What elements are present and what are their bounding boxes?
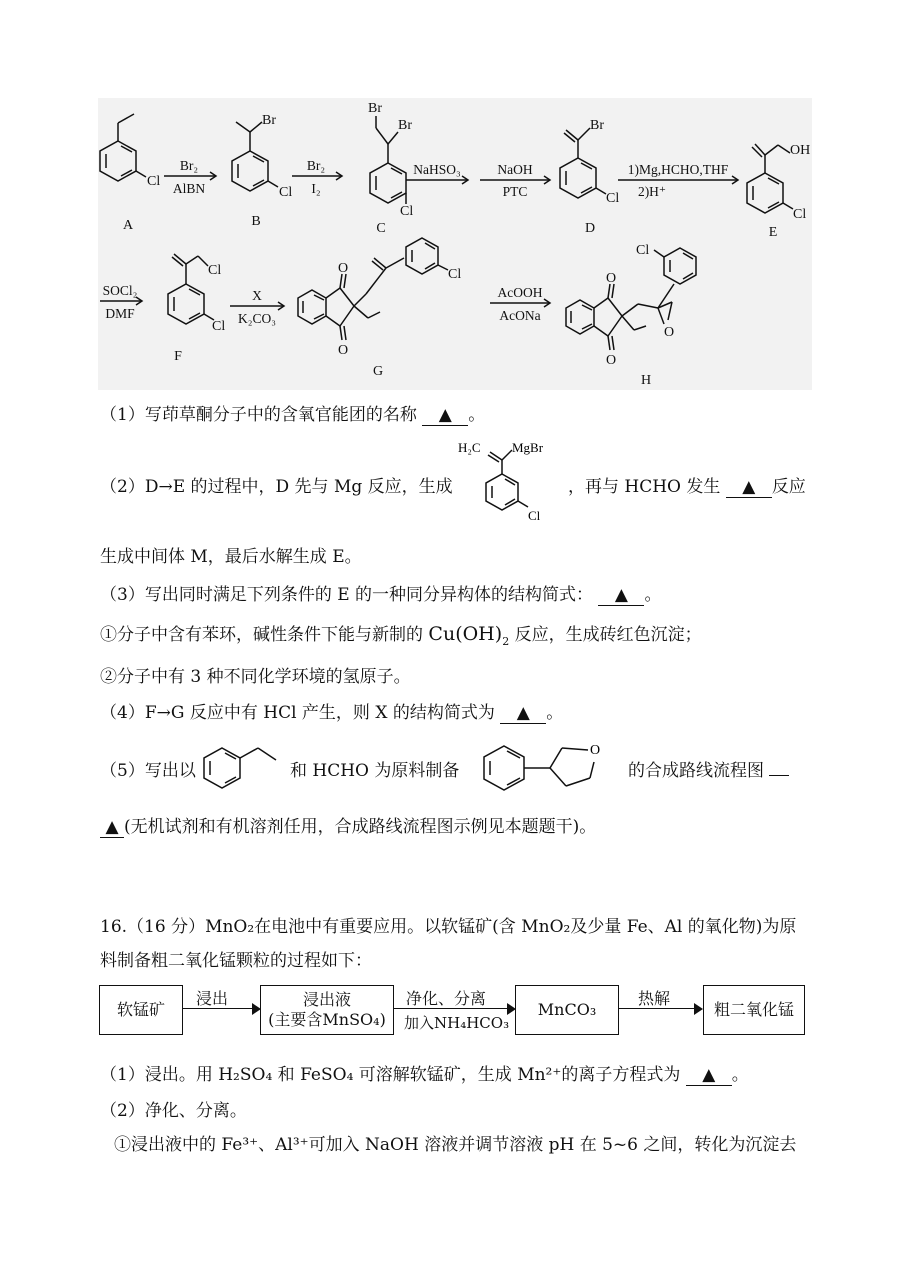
grignard-mgbr: MgBr	[512, 440, 544, 455]
q15-3: （3）写出同时满足下列条件的 E 的一种同分异构体的结构简式： ▲ 。	[100, 585, 662, 605]
flow-arrowhead-3	[694, 1003, 703, 1015]
cd-top: NaHSO₃	[413, 162, 461, 177]
answer-blank[interactable]: ▲	[598, 586, 644, 606]
ab-top: Br₂	[179, 158, 199, 173]
f-cl1: Cl	[208, 263, 222, 278]
e-oh: OH	[790, 143, 811, 158]
q16-2: （2）净化、分离。	[100, 1101, 247, 1121]
q15-3-cond1: ①分子中含有苯环，碱性条件下能与新制的 $Cu(OH)_2$ 反应，生成砖红色沉淀；	[100, 623, 702, 648]
b-br: Br	[262, 113, 276, 128]
b-cl: Cl	[279, 185, 293, 200]
gh-top: AcOOH	[497, 285, 543, 300]
answer-blank-tail	[769, 775, 789, 776]
q15-2-cont: ，再与 HCHO 发生 ▲ 反应	[568, 477, 806, 497]
ab-bot: AlBN	[172, 181, 206, 196]
label-a: A	[122, 218, 134, 233]
g-o1: O	[338, 261, 349, 276]
h-o3: O	[664, 325, 675, 340]
h-o1: O	[606, 271, 617, 286]
label-c: C	[376, 221, 386, 236]
label-h: H	[640, 373, 652, 388]
flow-label-leach: 浸出	[196, 989, 229, 1008]
q15-4: （4）F→G 反应中有 HCl 产生，则 X 的结构简式为 ▲ 。	[100, 703, 564, 723]
q16-intro-1: 16.（16 分）MnO₂在电池中有重要应用。以软锰矿(含 MnO₂及少量 Fe、Al 的氧化物)为原	[100, 917, 797, 937]
label-b: B	[251, 214, 261, 229]
bc-bot: I₂	[311, 181, 321, 196]
e-cl: Cl	[793, 207, 807, 222]
synthesis-scheme	[98, 98, 812, 390]
de-top: 1)Mg,HCHO,THF	[627, 162, 729, 177]
q16-2-1: ①浸出液中的 Fe³⁺、Al³⁺可加入 NaOH 溶液并调节溶液 pH 在 5~6 之间，转化为沉淀去	[114, 1135, 797, 1155]
q15-3-cond2: ②分子中有 3 种不同化学环境的氢原子。	[100, 667, 411, 687]
bc-top: Br₂	[306, 158, 326, 173]
label-e: E	[768, 225, 778, 240]
fg-bot: K₂CO₃	[238, 311, 276, 326]
q15-5-end: 的合成路线流程图	[628, 756, 789, 781]
flow-box-crude-mno2: 粗二氧化锰	[703, 985, 805, 1035]
q15-1: （1）写茚草酮分子中的含氧官能团的名称 ▲ 。	[100, 405, 486, 425]
q15-5-mid: 和 HCHO 为原料制备	[290, 761, 460, 781]
de-bot: 2)H⁺	[637, 184, 667, 199]
label-d: D	[584, 221, 596, 236]
q15-2-line2: 生成中间体 M，最后水解生成 E。	[100, 547, 362, 567]
q15-2: （2）D→E 的过程中，D 先与 Mg 反应，生成	[100, 477, 453, 497]
answer-blank[interactable]: ▲	[686, 1066, 732, 1086]
q15-5-line2: ▲ (无机试剂和有机溶剂任用，合成路线流程图示例见本题题干)。	[100, 812, 596, 838]
answer-blank[interactable]: ▲	[100, 818, 124, 838]
fg-top: X	[252, 288, 262, 303]
c-cl: Cl	[400, 204, 414, 219]
d-cl: Cl	[606, 191, 620, 206]
target-structure	[466, 728, 628, 804]
flow-box-ore: 软锰矿	[99, 985, 183, 1035]
grignard-structure	[458, 436, 558, 528]
gh-bot: AcONa	[499, 308, 541, 323]
f-cl2: Cl	[212, 319, 226, 334]
c-br2: Br	[398, 118, 412, 133]
grignard-cl: Cl	[528, 508, 541, 523]
ef-bot: DMF	[105, 306, 135, 321]
flow-label-pyrolysis: 热解	[638, 989, 671, 1008]
answer-blank[interactable]: ▲	[500, 704, 546, 724]
q16-intro-2: 料制备粗二氧化锰颗粒的过程如下：	[100, 951, 372, 971]
d-br: Br	[590, 118, 604, 133]
g-o2: O	[338, 343, 349, 358]
q15-5: （5）写出以	[100, 761, 196, 781]
answer-blank[interactable]: ▲	[726, 478, 772, 498]
dd-top: NaOH	[497, 162, 533, 177]
label-f: F	[174, 349, 182, 364]
flow-label-add: 加入NH₄HCO₃	[404, 1014, 510, 1032]
answer-blank[interactable]: ▲	[422, 406, 468, 426]
g-cl: Cl	[448, 267, 462, 282]
dd-bot: PTC	[502, 184, 528, 199]
ethylbenzene-structure	[198, 738, 284, 796]
grignard-h2c: H₂C	[458, 440, 481, 455]
label-g: G	[372, 364, 384, 379]
target-o: O	[590, 743, 601, 758]
flow-box-leachate: 浸出液 (主要含MnSO₄)	[260, 985, 394, 1035]
ef-top: SOCl₂	[102, 283, 138, 298]
h-cl: Cl	[636, 243, 650, 258]
cu-formula: $Cu(OH)_2$	[428, 623, 510, 648]
flow-label-purify: 净化、分离	[406, 989, 487, 1008]
flow-box-mnco3: MnCO₃	[515, 985, 619, 1035]
c-br1: Br	[368, 101, 382, 116]
h-o2: O	[606, 353, 617, 368]
a-cl: Cl	[147, 174, 161, 189]
q16-1: （1）浸出。用 H₂SO₄ 和 FeSO₄ 可溶解软锰矿，生成 Mn²⁺的离子方程式为 ▲ 。	[100, 1065, 749, 1085]
